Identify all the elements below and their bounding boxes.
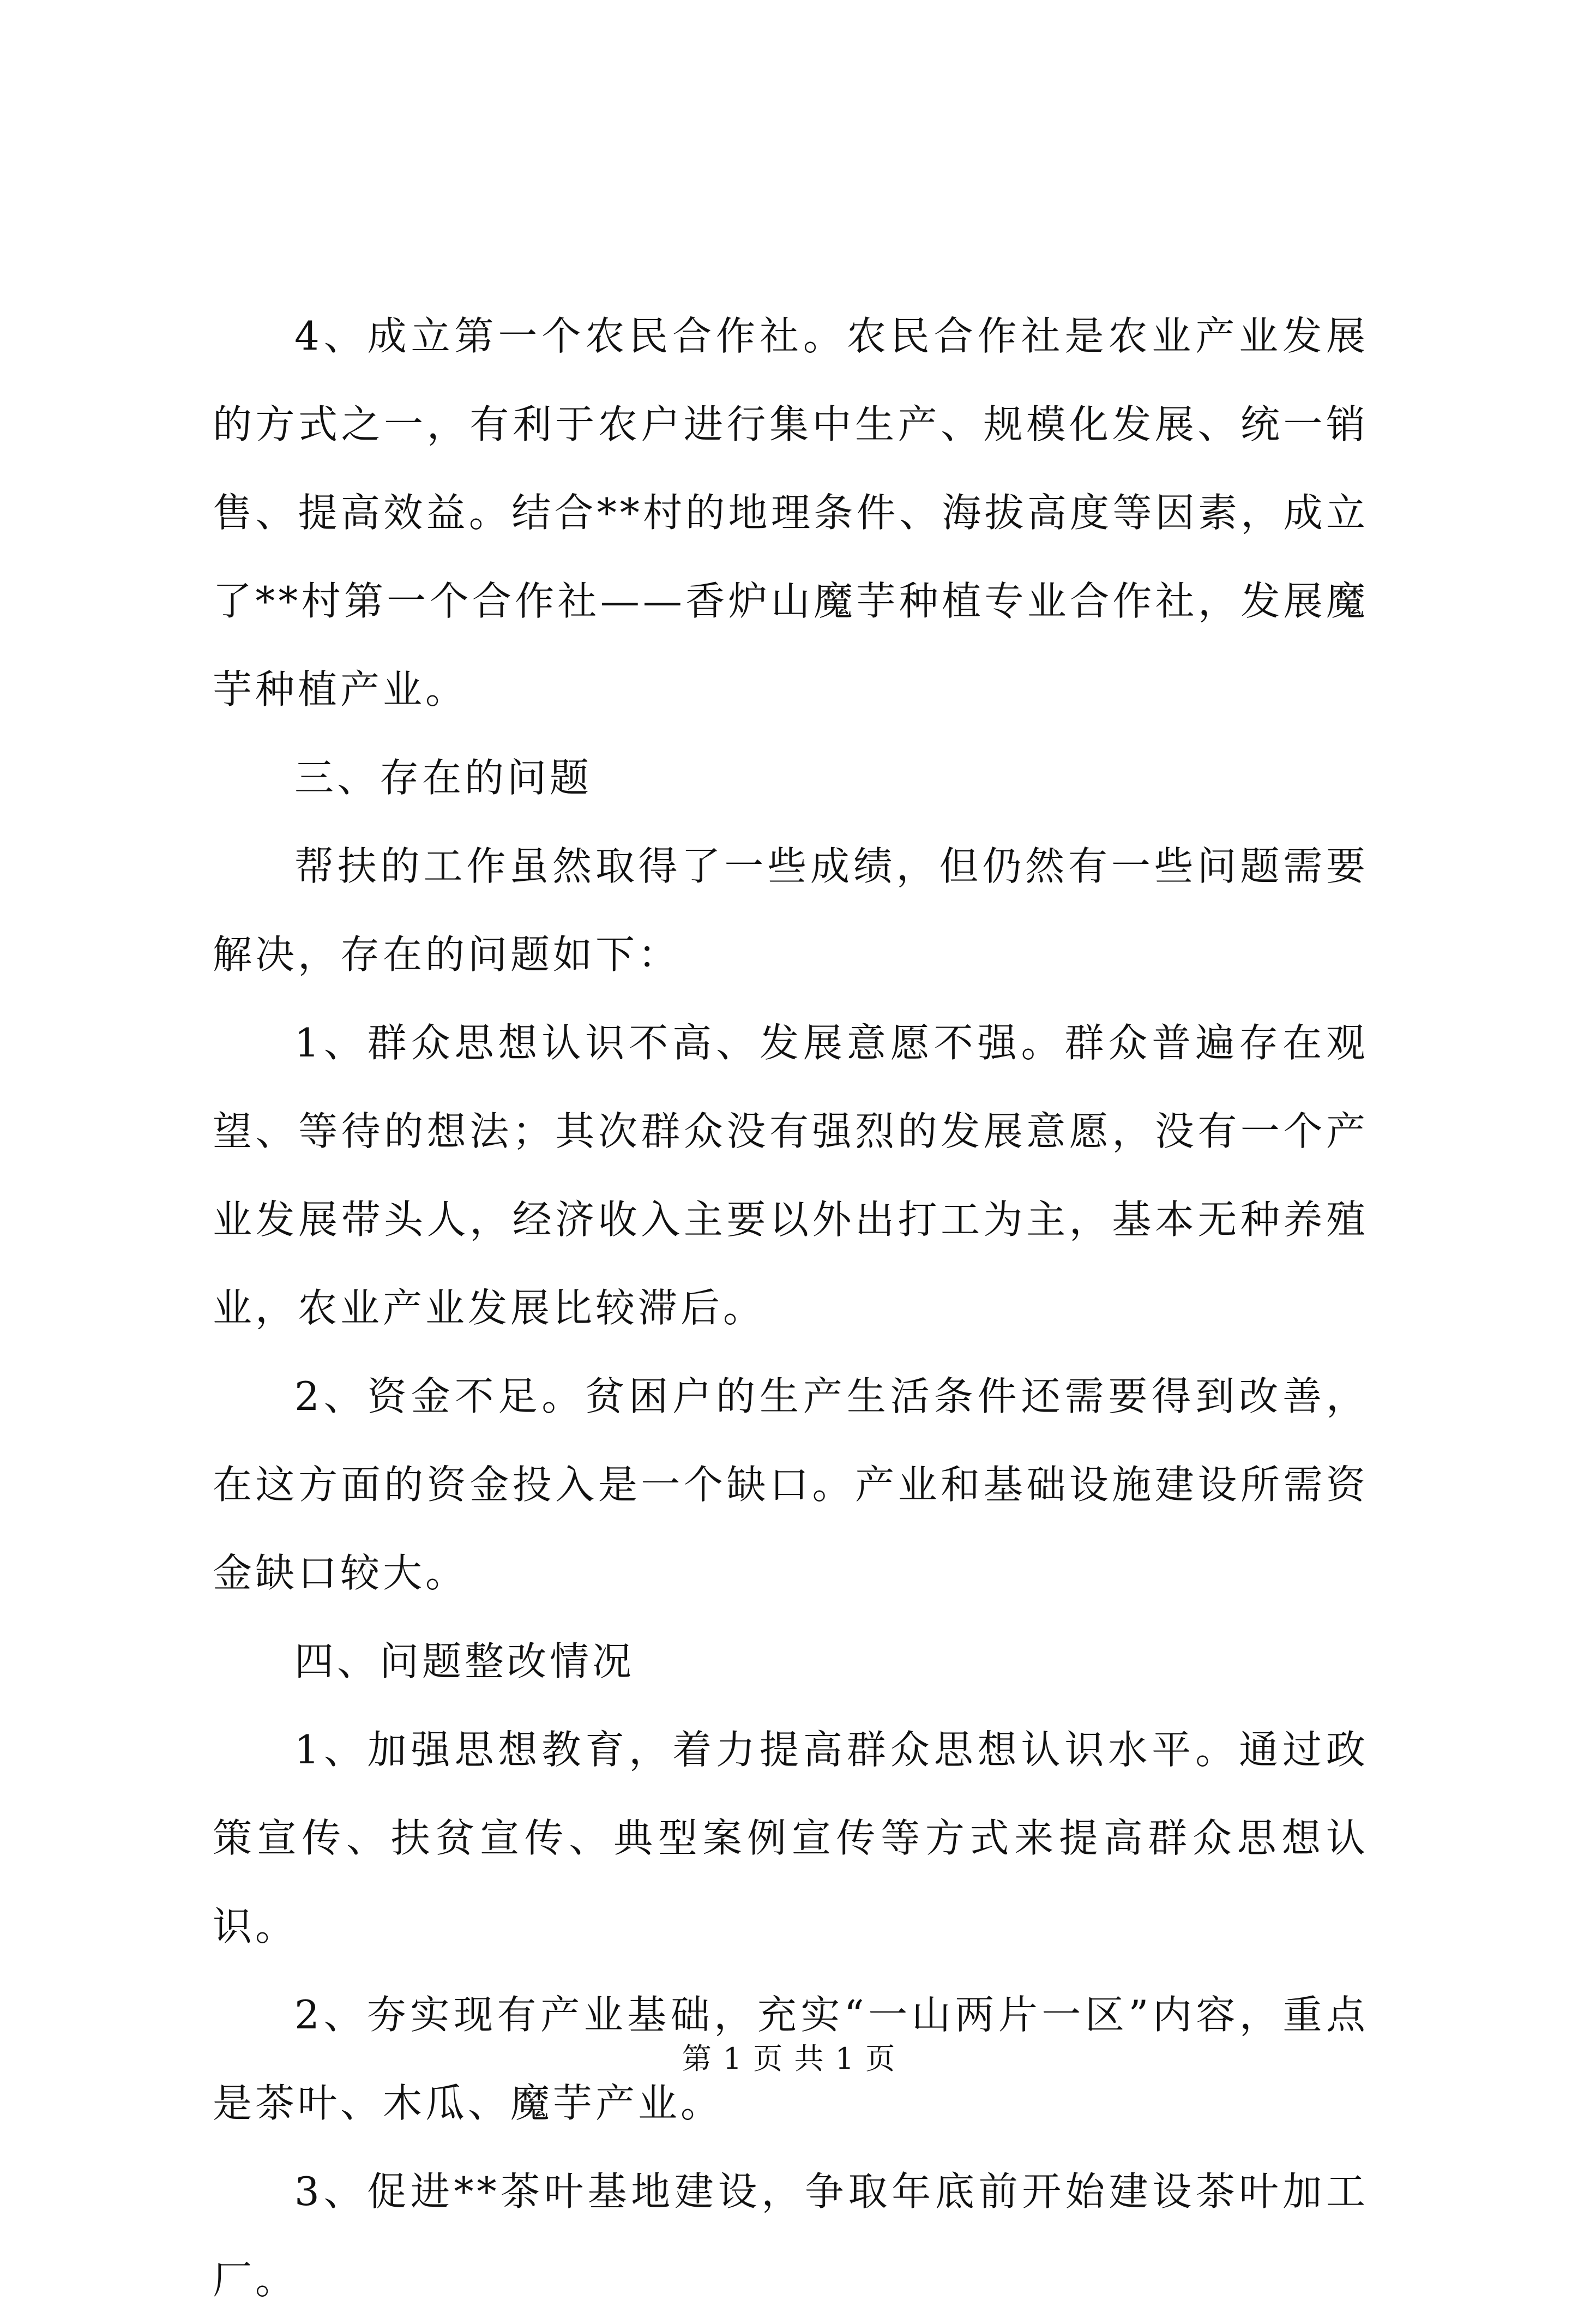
paragraph-rectification-tea-base: 3、促进**茶叶基地建设，争取年底前开始建设茶叶加工厂。: [213, 2169, 1369, 2303]
paragraph-rectification-industry: 2、夯实现有产业基础，充实“一山两片一区”内容，重点是茶叶、木瓜、魔芋产业。: [213, 1992, 1369, 2126]
paragraph-problem-funding: 2、资金不足。贫困户的生产生活条件还需要得到改善，在这方面的资金投入是一个缺口。产业和基础设施建设所需资金缺口较大。: [213, 1373, 1369, 1596]
section-heading-rectification: 四、问题整改情况: [294, 1638, 635, 1684]
section-heading-problems: 三、存在的问题: [294, 755, 593, 801]
page-footer: 第 1 页 共 1 页: [682, 2041, 896, 2076]
paragraph-problems-intro: 帮扶的工作虽然取得了一些成绩，但仍然有一些问题需要解决，存在的问题如下：: [213, 843, 1369, 977]
document-body: [213, 292, 1369, 2324]
paragraph-cooperative: 4、成立第一个农民合作社。农民合作社是农业产业发展的方式之一，有利于农户进行集中生产、规模化发展、统一销售、提高效益。结合**村的地理条件、海拔高度等因素，成立了**村第一个合作社——香炉山魔芋种植专业合作社，发展魔芋种植产业。: [213, 313, 1369, 712]
paragraph-problem-awareness: 1、群众思想认识不高、发展意愿不强。群众普遍存在观望、等待的想法；其次群众没有强烈的发展意愿，没有一个产业发展带头人，经济收入主要以外出打工为主，基本无种养殖业，农业产业发展比较滞后。: [213, 1020, 1369, 1331]
paragraph-rectification-education: 1、加强思想教育，着力提高群众思想认识水平。通过政策宣传、扶贫宣传、典型案例宣传等方式来提高群众思想认识。: [213, 1727, 1369, 1949]
